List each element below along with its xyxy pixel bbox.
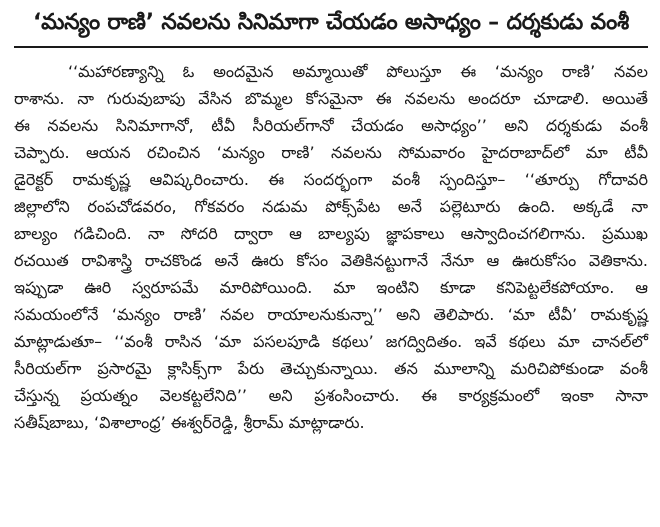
- article-body: [14, 58, 648, 436]
- article-line: చేస్తున్న ప్రయత్నం వెలకట్టలేనిది’’ అని ప్రశంసించారు. ఈ కార్యక్రమంలో ఇంకా సానా: [14, 386, 648, 405]
- article-line: రచయిత రావిశాస్త్రి రాచకొండ అనే ఊరు కోసం వెతికినట్టుగానే నేనూ ఆ ఊరుకోసం వెతికాను.: [14, 251, 648, 270]
- article-line: మాట్లాడుతూ– ‘‘వంశీ రాసిన ‘మా పసలపూడి కథలు’ జగద్విదితం. ఇవే కథలు మా చానల్‌లో: [14, 332, 648, 351]
- article-line: డైరెక్టర్ రామకృష్ణ ఆవిష్కరించారు. ఈ సందర్భంగా వంశీ స్పందిస్తూ– ‘‘తూర్పు గోదావరి: [14, 170, 648, 189]
- article-line: ఈ నవలను సినిమాగానో, టీవీ సీరియల్‌గానో చేయడం అసాధ్యం’’ అని దర్శకుడు వంశీ: [14, 116, 648, 135]
- article-line: బాల్యం గడిచింది. నా సోదరి ద్వారా ఆ బాల్యపు జ్ఞాపకాలు ఆస్వాదించగలిగాను. ప్రముఖ: [14, 224, 648, 243]
- article-line: ఇప్పుడా ఊరి స్వరూపమే మారిపోయింది. మా ఇంటిని కూడా కనిపెట్టలేకపోయాం. ఆ: [14, 278, 648, 297]
- article-line: ‘‘మహారణ్యాన్ని ఓ అందమైన అమ్మాయితో పోలుస్తూ ఈ ‘మన్యం రాణి’ నవల: [68, 62, 648, 81]
- article-line: చెప్పారు. ఆయన రచించిన ‘మన్యం రాణి’ నవలను సోమవారం హైదరాబాద్‌లో మా టీవీ: [14, 143, 648, 162]
- headline-divider: [14, 46, 648, 48]
- article-line: రాశాను. నా గురువుబాపు వేసిన బొమ్మల కోసమైనా ఈ నవలను అందరూ చూడాలి. అయితే: [14, 89, 648, 108]
- article-line: సీరియల్‌గా ప్రసారమై క్లాసిక్స్‌గా పేరు తెచ్చుకున్నాయి. తన మూలాన్ని మరిచిపోకుండా వంశీ: [14, 359, 648, 378]
- article-line: సతీష్‌బాబు, ‘విశాలాంధ్ర’ ఈశ్వర్‌రెడ్డి, శ్రీరామ్ మాట్లాడారు.: [14, 413, 365, 432]
- article-line: సమయంలోనే ‘మన్యం రాణి’ నవల రాయాలనుకున్నా’’ అని తెలిపారు. ‘మా టీవీ’ రామకృష్ణ: [14, 305, 648, 324]
- article-headline: ‘మన్యం రాణి’ నవలను సినిమాగా చేయడం అసాధ్యం – దర్శకుడు వంశీ: [32, 10, 630, 35]
- article-line: జిల్లాలోని రంపచోడవరం, గోకవరం నడుమ పోక్స్‌పేట అనే పల్లెటూరు ఉంది. అక్కడే నా: [14, 197, 648, 216]
